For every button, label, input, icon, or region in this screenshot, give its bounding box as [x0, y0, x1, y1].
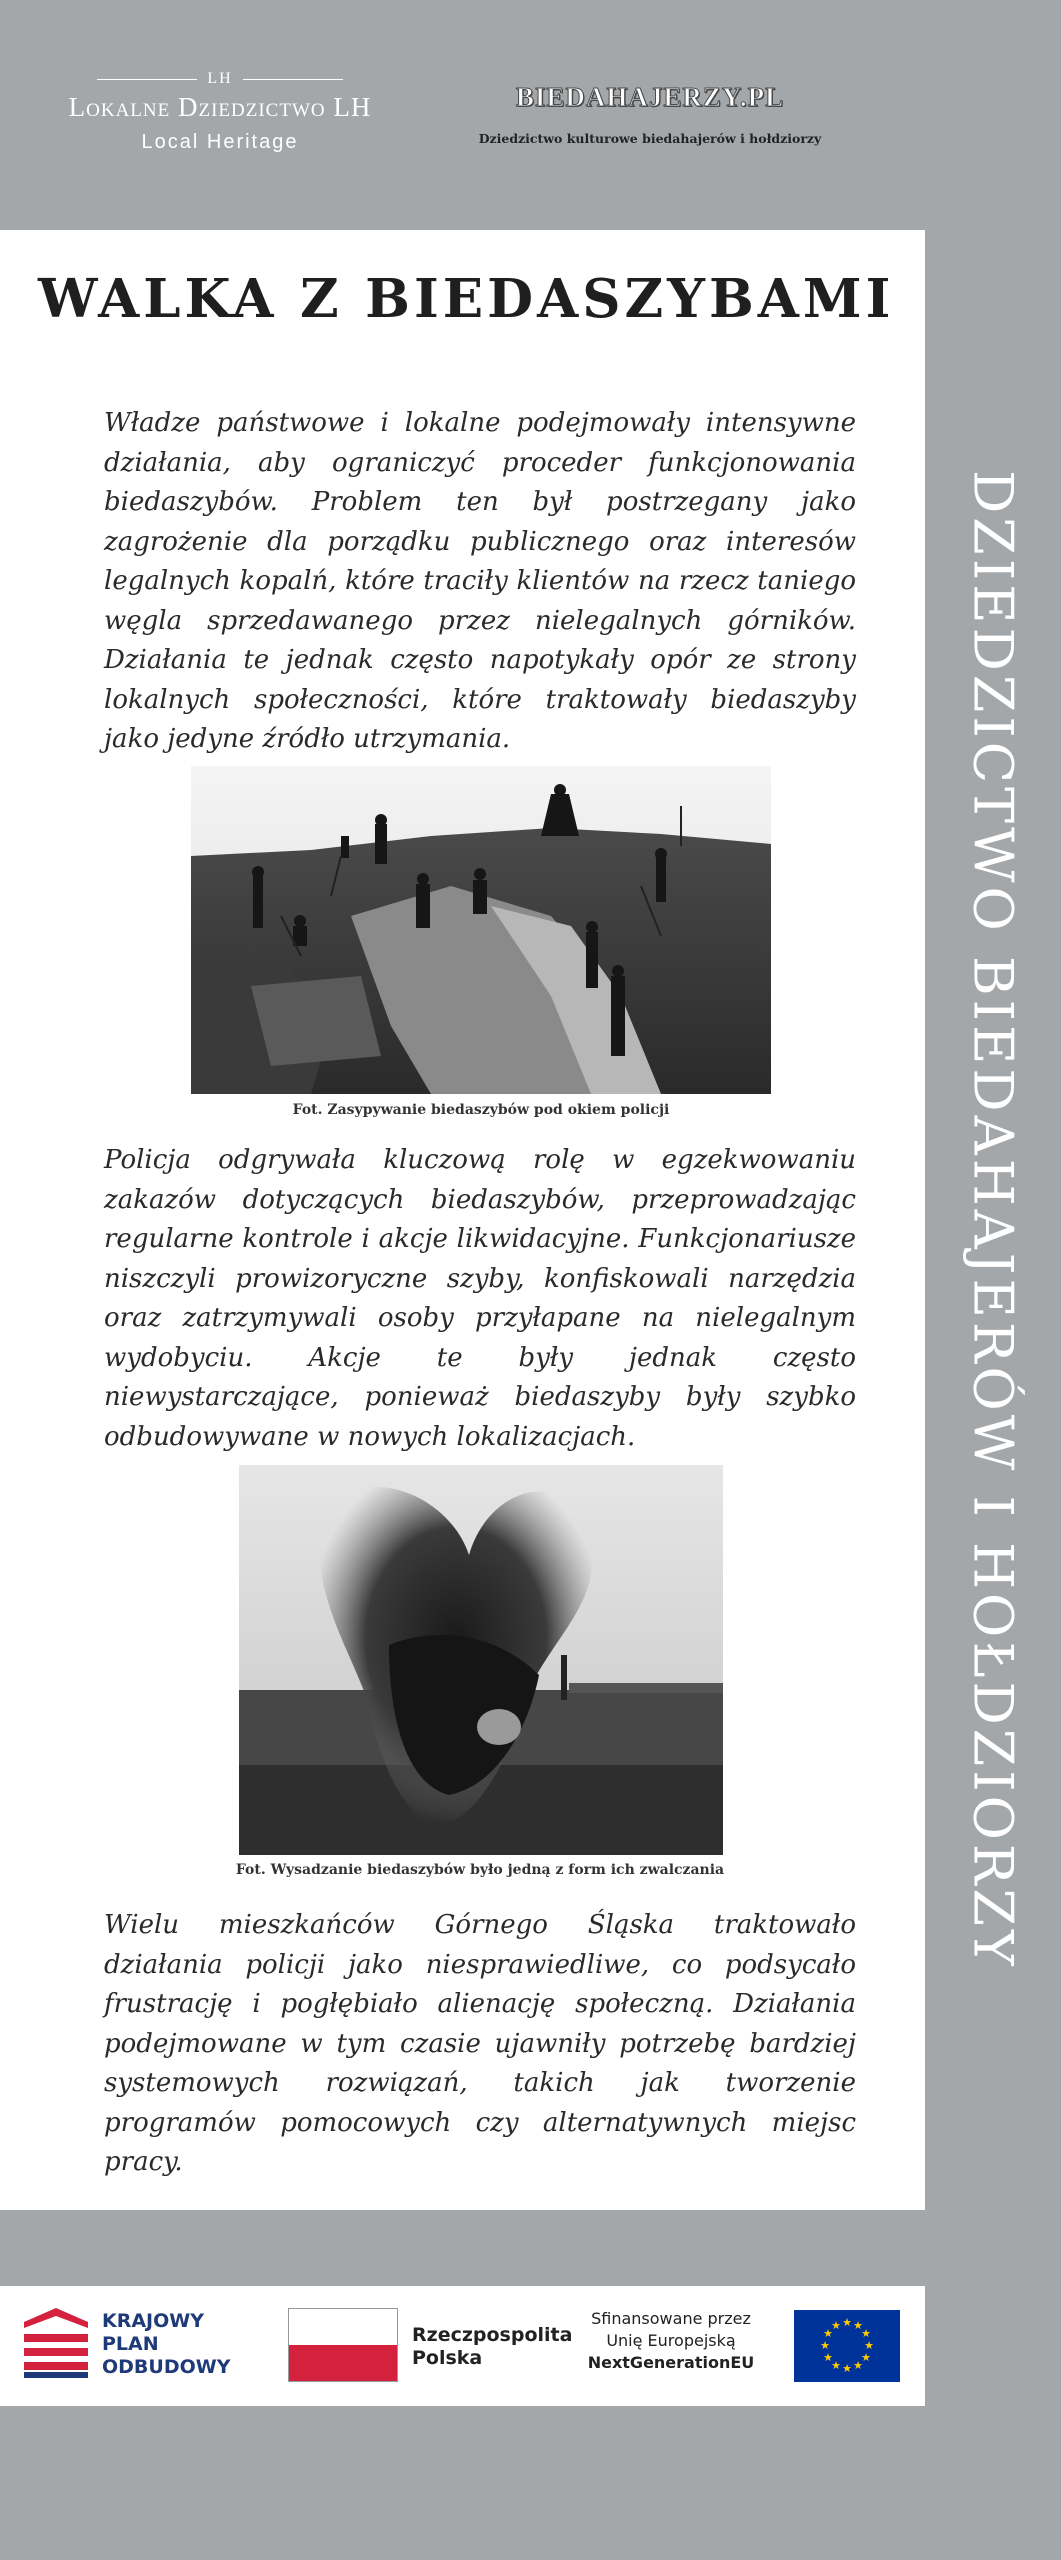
svg-text:★: ★ [842, 2362, 852, 2375]
svg-text:★: ★ [861, 2351, 871, 2364]
biedahajerzy-logo [460, 82, 840, 146]
local-heritage-logo [40, 70, 400, 154]
lh-mark-text: LH [207, 70, 233, 87]
bh-logo-title: BIEDAHAJERZY.PL [515, 82, 785, 112]
photo-explosion-image [239, 1465, 723, 1855]
photo-caption-1: Fot. Zasypywanie biedaszybów pod okiem policji [292, 1102, 670, 1118]
logo-divider-line [97, 79, 197, 80]
svg-text:★: ★ [842, 2316, 852, 2329]
kpo-logo-text: KRAJOWY PLAN ODBUDOWY [102, 2310, 231, 2378]
svg-text:★: ★ [861, 2327, 871, 2340]
photo-caption-2: Fot. Wysadzanie biedaszybów było jedną z form ich zwalczania [235, 1862, 725, 1878]
photo-explosion [239, 1465, 723, 1855]
svg-text:★: ★ [831, 2319, 841, 2332]
svg-text:★: ★ [823, 2351, 833, 2364]
page-title: WALKA Z BIEDASZYBAMI [38, 268, 895, 330]
svg-text:★: ★ [864, 2339, 874, 2352]
paragraph-3: Wielu mieszkańców Górnego Śląska traktowało działania policji jako niesprawiedliwe, co podsycało frustrację i pogłębiało alienację społeczną. Działania podejmowane w tym czasie ujawniły potrzebę bardziej systemowych rozwiązań, takich jak tworzenie programów pomocowych czy alternatywnych miejsc pracy. [104, 1910, 856, 2177]
svg-text:★: ★ [853, 2319, 863, 2332]
eu-funding-text: Sfinansowane przez Unię Europejską NextGenerationEU [587, 2309, 755, 2372]
svg-text:★: ★ [820, 2339, 830, 2352]
paragraph-2: Policja odgrywała kluczową rolę w egzekwowaniu zakazów dotyczących biedaszybów, przeprowadzając regularne kontrole i akcje likwidacyjne. Funkcjonariusze niszczyli prowizoryczne szyby, konfiskowali narzędzia oraz zatrzymywali osoby przyłapane na nielegalnym wydobyciu. Akcje te były jednak często niewystarczające, ponieważ biedaszyby były szybko odbudowywane w nowych lokalizacjach. [104, 1145, 856, 1452]
paragraph-1: Władze państwowe i lokalne podejmowały intensywne działania, aby ograniczyć proceder funkcjonowania biedaszybów. Problem ten był postrzegany jako zagrożenie dla porządku publicznego oraz interesów legalnych kopalń, które traciły klientów na rzecz taniego węgla sprzedawanego przez nielegalnych górników. Działania te jednak często napotykały opór ze strony lokalnych społeczności, które traktowały biedaszyby jako jedyne źródło utrzymania. [104, 408, 856, 754]
kpo-emblem-icon [22, 2306, 92, 2380]
eu-flag-icon [794, 2310, 900, 2382]
svg-text:★: ★ [831, 2359, 841, 2372]
side-title: DZIEDZICTWO BIEDAHAJERÓW I HOŁDZIORZY [961, 470, 1025, 1970]
side-title-band [925, 230, 1061, 2210]
svg-text:★: ★ [853, 2359, 863, 2372]
funding-footer [0, 2286, 925, 2406]
kpo-logo [22, 2306, 252, 2386]
logo-divider-line [243, 79, 343, 80]
photo-filling-shafts-image [191, 766, 771, 1094]
svg-text:★: ★ [823, 2327, 833, 2340]
lh-logo-title: Lokalne Dziedzictwo LH [68, 92, 372, 122]
polish-flag-icon [288, 2308, 398, 2382]
photo-filling-shafts [191, 766, 771, 1094]
lh-logo-subtitle: Local Heritage [141, 131, 299, 153]
rzeczpospolita-logo-text: Rzeczpospolita Polska [412, 2324, 573, 2369]
header-band [0, 0, 1061, 230]
bh-logo-subtitle: Dziedzictwo kulturowe biedahajerów i hołdziorzy [478, 131, 822, 146]
